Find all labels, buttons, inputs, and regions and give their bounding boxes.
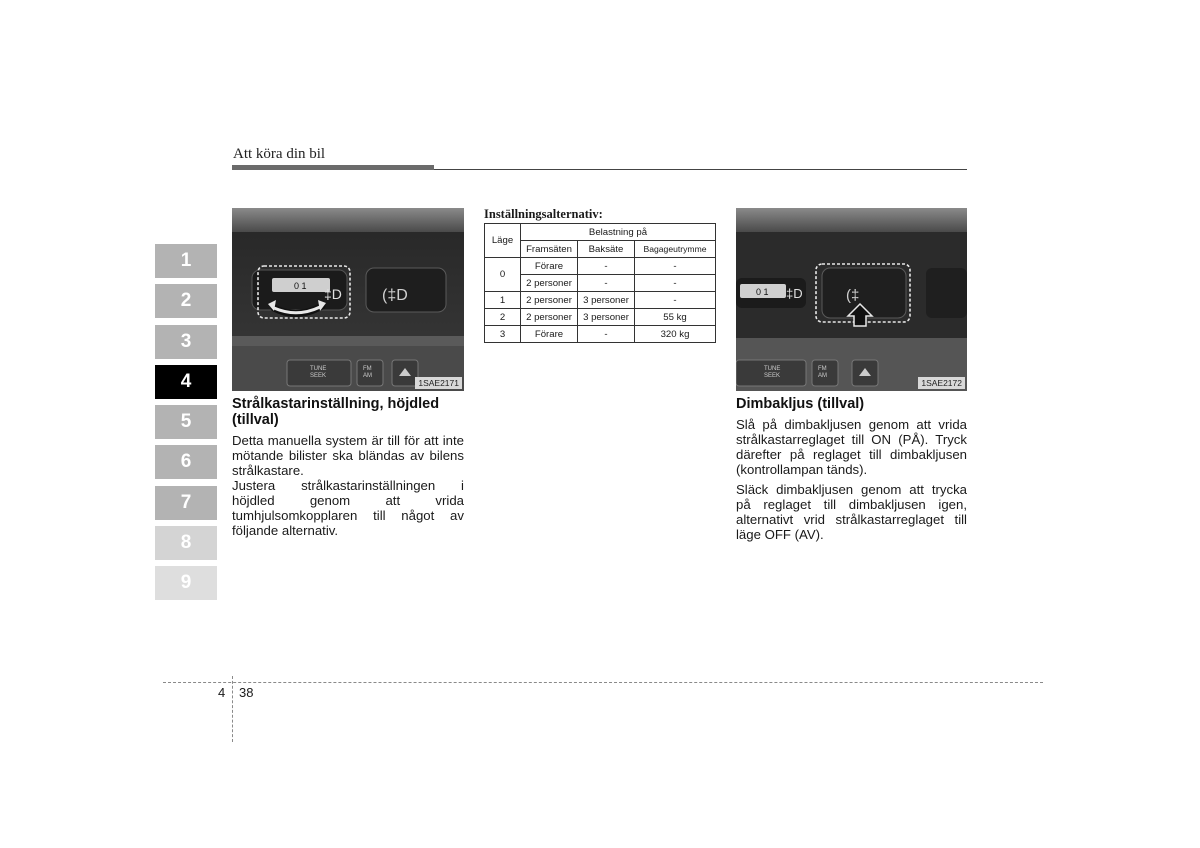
running-header-title: Att köra din bil [233, 146, 326, 162]
chapter-tab-3[interactable]: 3 [155, 325, 217, 359]
header-load: Belastning på [521, 224, 716, 241]
seek-label: SEEK [310, 373, 327, 379]
header-rule-thin [434, 169, 967, 170]
table-row [485, 292, 716, 309]
header-rear-seat: Baksäte [578, 241, 635, 258]
header-front-seats: Framsäten [521, 241, 578, 258]
table-row [485, 309, 716, 326]
chapter-tab-2[interactable]: 2 [155, 284, 217, 318]
rear-fog-heading: Dimbakljus (tillval) [736, 396, 865, 412]
headlight-leveling-para-2: Justera strålkastarinställningen i höjdled genom att vrida tumhjulsomkopplaren till något av följande alternativ. [232, 478, 464, 538]
footer-chapter-number: 4 [218, 685, 226, 700]
footer-divider [232, 676, 233, 742]
image-code-left: 1SAE2171 [415, 377, 462, 389]
header-rule-thick [232, 165, 434, 170]
table-header-row [485, 224, 716, 241]
chapter-tab-1[interactable]: 1 [155, 244, 217, 278]
header-mode: Läge [485, 224, 521, 258]
row-mode: 2 [485, 309, 521, 326]
row-trunk: - [635, 292, 716, 309]
row-mode: 0 [485, 258, 521, 292]
row-front: 2 personer [521, 309, 578, 326]
row-trunk: - [635, 258, 716, 275]
row-rear: - [578, 326, 635, 343]
chapter-tab-9[interactable]: 9 [155, 566, 217, 600]
image-code-right: 1SAE2172 [918, 377, 965, 389]
am-label-right: AM [818, 373, 827, 379]
chapter-tabs [155, 244, 217, 607]
row-trunk: - [635, 275, 716, 292]
row-mode: 1 [485, 292, 521, 309]
am-label: AM [363, 373, 372, 379]
row-rear: - [578, 275, 635, 292]
row-front: Förare [521, 326, 578, 343]
row-trunk: 55 kg [635, 309, 716, 326]
chapter-tab-8[interactable]: 8 [155, 526, 217, 560]
row-rear: - [578, 258, 635, 275]
dashboard-fog-switch-illustration [736, 208, 967, 391]
rear-fog-photo [736, 208, 967, 391]
headlight-leveling-heading: Strålkastarinställning, höjdled (tillval) [232, 396, 440, 428]
dashboard-switch-illustration [232, 208, 464, 391]
tune-label: TUNE [310, 366, 327, 372]
row-mode: 3 [485, 326, 521, 343]
chapter-tab-5[interactable]: 5 [155, 405, 217, 439]
footer-rule [163, 682, 1043, 683]
row-front: 2 personer [521, 292, 578, 309]
row-rear: 3 personer [578, 292, 635, 309]
row-front: 2 personer [521, 275, 578, 292]
headlight-leveling-para-1: Detta manuella system är till för att inte mötande bilister ska bländas av bilens strålkastare. [232, 433, 464, 478]
thumbwheel-marks-text: 0 1 [294, 281, 307, 291]
chapter-tab-4-active[interactable]: 4 [155, 365, 217, 399]
fm-label: FM [363, 366, 372, 372]
chapter-tab-7[interactable]: 7 [155, 486, 217, 520]
rear-fog-icon-left: (‡D [382, 287, 408, 304]
row-rear: 3 personer [578, 309, 635, 326]
seek-label-right: SEEK [764, 373, 781, 379]
table-row [485, 326, 716, 343]
row-front: Förare [521, 258, 578, 275]
chapter-tab-6[interactable]: 6 [155, 445, 217, 479]
rear-fog-para-2: Släck dimbakljusen genom att trycka på reglaget till dimbakljusen igen, alternativt vrid strålkastarreglaget till läge OFF (AV). [736, 482, 967, 542]
table-row [485, 258, 716, 275]
row-trunk: 320 kg [635, 326, 716, 343]
fog-light-icon-right: ‡D [786, 286, 803, 301]
fog-light-icon: ‡D [324, 286, 342, 302]
footer-page-number: 38 [239, 685, 254, 700]
tune-label-right: TUNE [764, 366, 781, 372]
rear-fog-para-1: Slå på dimbakljusen genom att vrida strålkastarreglaget till ON (PÅ). Tryck därefter på reglaget till dimbakljusen (kontrollampan tänds). [736, 417, 967, 477]
headlight-leveling-photo [232, 208, 464, 391]
fm-label-right: FM [818, 366, 827, 372]
rear-fog-icon: (‡ [846, 287, 860, 304]
load-settings-table [484, 223, 716, 343]
settings-table-title: Inställningsalternativ: [484, 207, 603, 221]
thumbwheel-marks-text-right: 0 1 [756, 287, 769, 297]
header-trunk: Bagageutrymme [635, 241, 716, 258]
